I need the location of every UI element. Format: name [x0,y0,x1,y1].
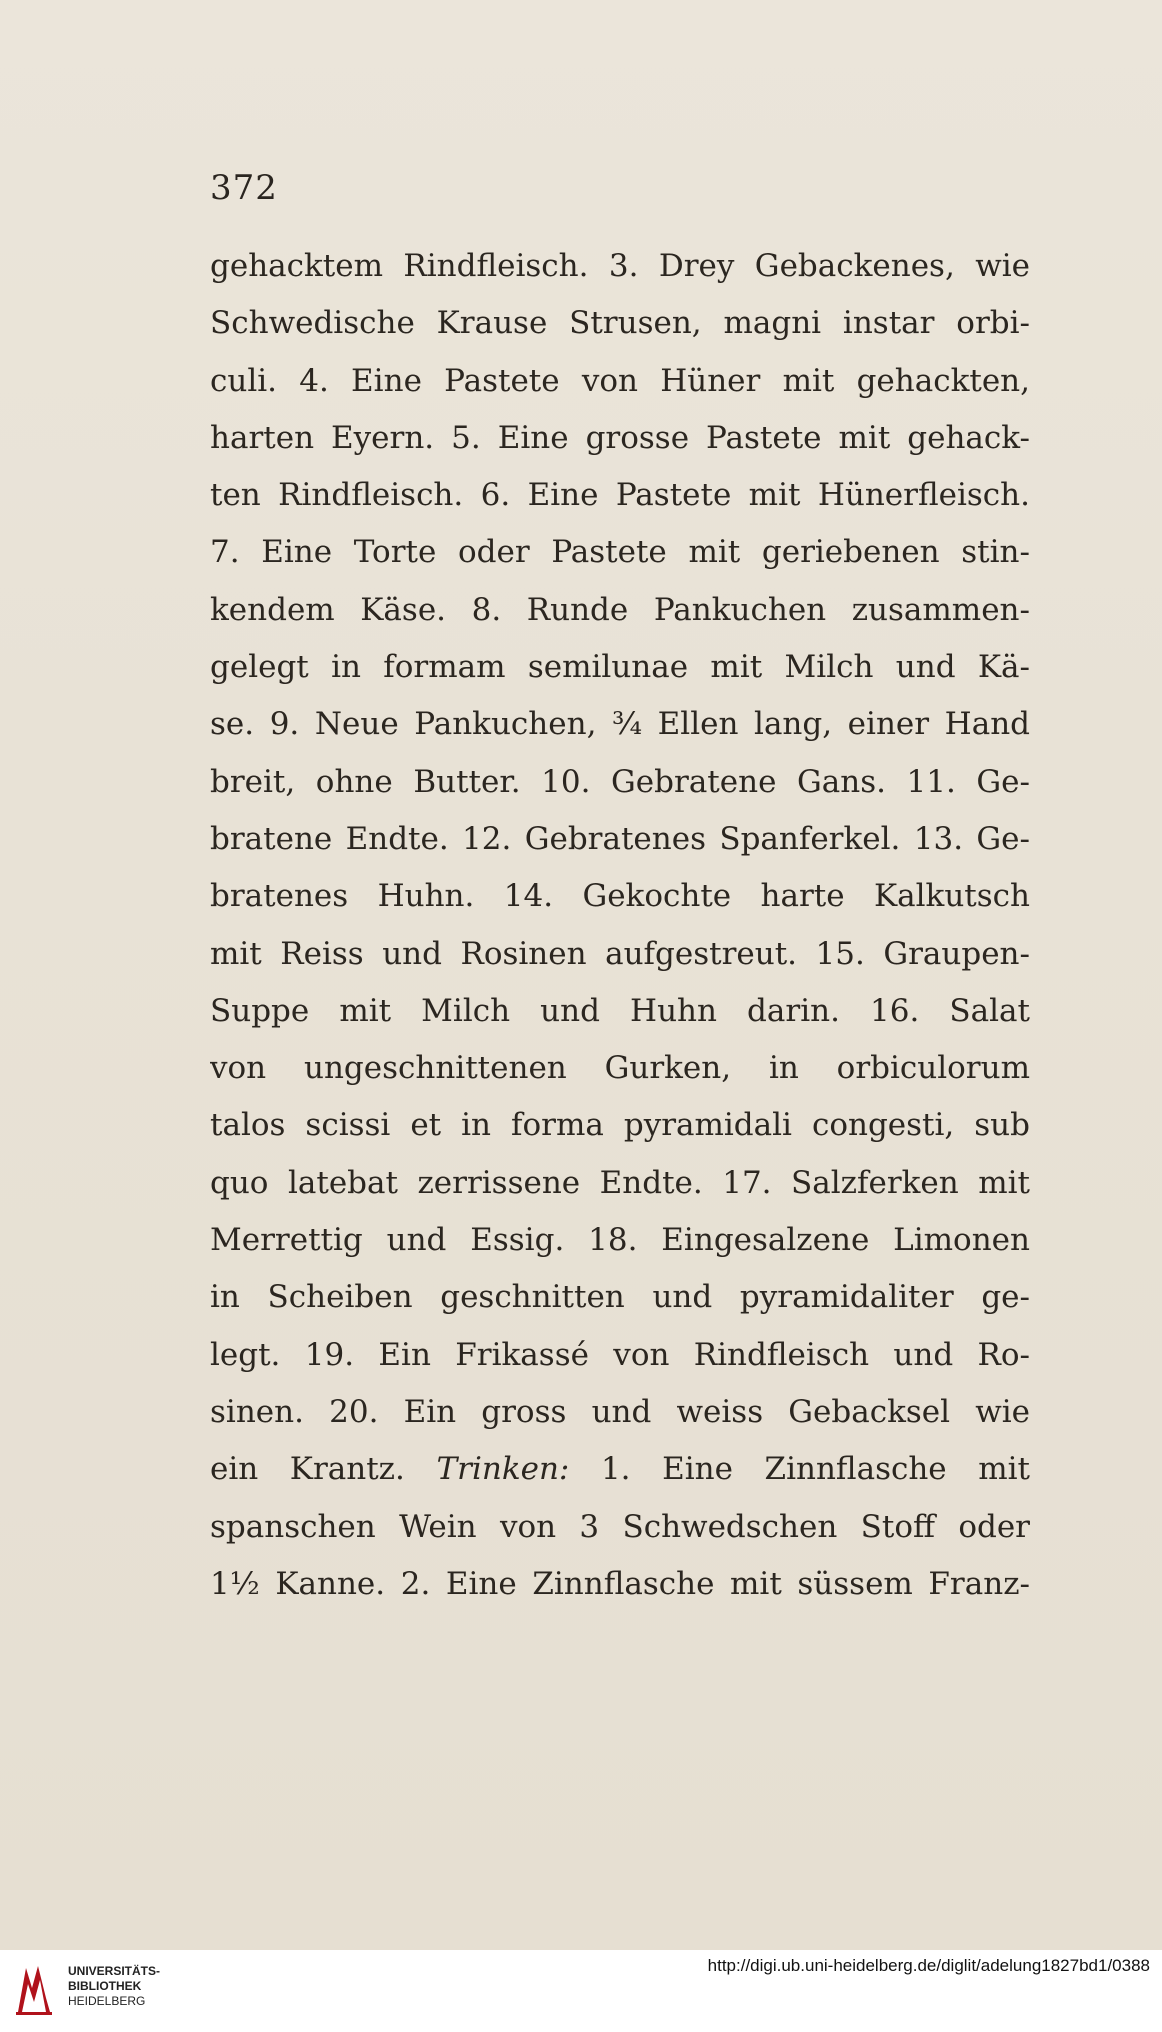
text-line: Merrettig und Essig. 18. Eingesalzene Limonen [210,1222,1030,1259]
text-line: 1½ Kanne. 2. Eine Zinnflasche mit süssem Franz- [210,1565,1030,1602]
text-line: kendem Käse. 8. Runde Pankuchen zusammen- [210,591,1030,628]
text-line: breit, ohne Butter. 10. Gebratene Gans. 11. Ge- [210,763,1030,800]
library-name-line: HEIDELBERG [68,1994,146,2008]
text-line: harten Eyern. 5. Eine grosse Pastete mit gehack- [210,419,1030,456]
library-name [68,1964,160,2009]
text-line: gehacktem Rindfleisch. 3. Drey Gebackenes, wie [210,248,1030,284]
text-line: bratenes Huhn. 14. Gekochte harte Kalkutsch [210,878,1030,915]
text-line: Schwedische Krause Strusen, magni instar orbi- [210,305,1030,342]
text-line: sinen. 20. Ein gross und weiss Gebacksel wie [210,1393,1030,1430]
text-line: se. 9. Neue Pankuchen, ¾ Ellen lang, einer Hand [210,706,1030,743]
text-line: quo latebat zerrissene Endte. 17. Salzferken mit [210,1164,1030,1201]
italic-word: Trinken: [436,1451,570,1488]
text-line: 7. Eine Torte oder Pastete mit geriebenen stin- [210,534,1030,571]
page-number: 372 [210,168,278,208]
text-line: gelegt in formam semilunae mit Milch und Kä- [210,649,1030,686]
text-line: spanschen Wein von 3 Schwedschen Stoff oder [210,1508,1030,1545]
text-line: in Scheiben geschnitten und pyramidaliter ge- [210,1279,1030,1316]
library-name-line: BIBLIOTHEK [68,1979,142,1993]
text-line [210,1441,1030,1498]
text-line: von ungeschnittenen Gurken, in orbiculorum [210,1050,1030,1087]
text-line: bratene Endte. 12. Gebratenes Spanferkel. 13. Ge- [210,820,1030,857]
text-line: Suppe mit Milch und Huhn darin. 16. Salat [210,992,1030,1029]
source-url-link[interactable]: http://digi.ub.uni-heidelberg.de/diglit/adelung1827bd1/0388 [707,1956,1150,1975]
text-line: mit Reiss und Rosinen aufgestreut. 15. Graupen- [210,935,1030,972]
library-name-line: UNIVERSITÄTS- [68,1964,161,1978]
text-segment: ein Krantz. [210,1451,405,1488]
text-segment: 1. Eine Zinnflasche mit [569,1451,1030,1488]
text-line: legt. 19. Ein Frikassé von Rindfleisch und Ro- [210,1336,1030,1373]
text-line: talos scissi et in forma pyramidali congesti, sub [210,1107,1030,1144]
text-line: ten Rindfleisch. 6. Eine Pastete mit Hünerfleisch. [210,477,1030,514]
text-line: culi. 4. Eine Pastete von Hüner mit gehackten, [210,362,1030,399]
text-block [210,238,1030,1613]
university-library-logo-icon [12,1958,56,2018]
